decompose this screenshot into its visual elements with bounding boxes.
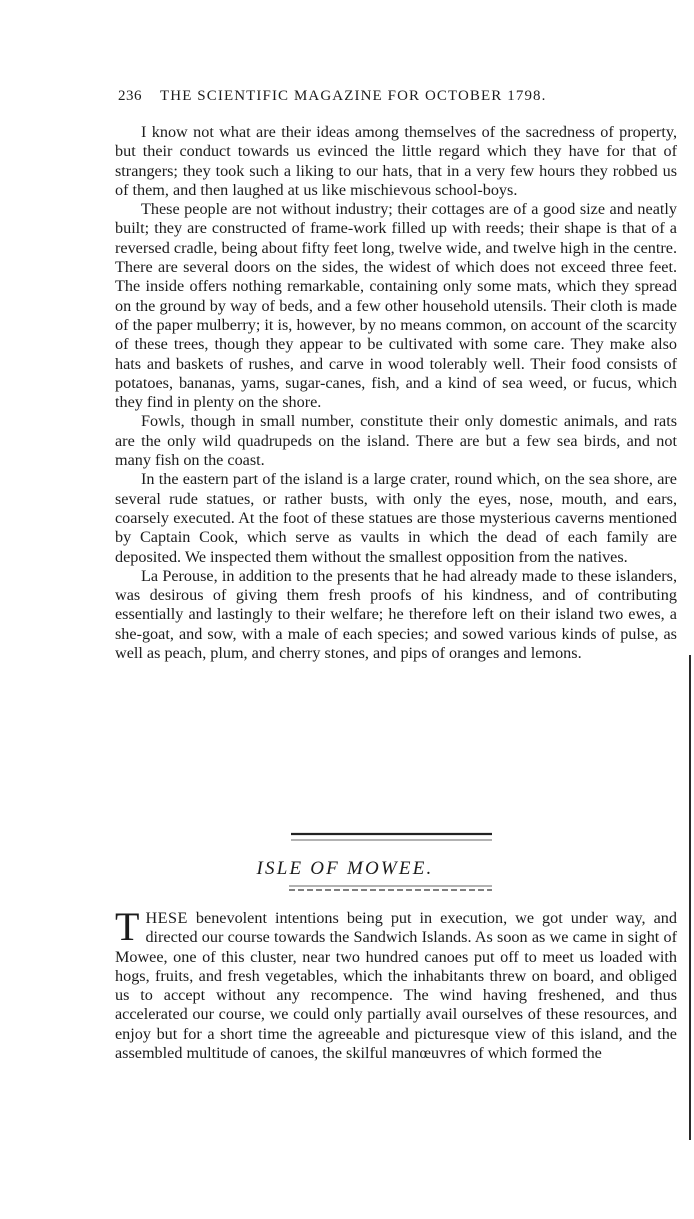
paragraph-animals: Fowls, though in small number, constitute their only domestic animals, and rats are the only wild quadrupeds on the island. There are but a few sea birds, and not many fish on the coast. — [115, 412, 677, 470]
paragraph-statues: In the eastern part of the island is a large crater, round which, on the sea shore, are several rude statues, or rather busts, with only the eyes, nose, mouth, and ears, coarsely executed. At the foot of these statues are those mysterious caverns mentioned by Captain Cook, which serve as vaults in which the dead of each family are deposited. We inspected them without the smallest opposition from the natives. — [115, 470, 677, 566]
page-number: 236 — [118, 88, 142, 104]
section-text: benevolent intentions being put in execution, we got under way, and directed our course towards the Sandwich Islands. As soon as we came in sight of Mowee, one of this cluster, near two hundred canoes put off to meet us loaded with hogs, fruits, and fresh vegetables, which the inhabitants threw on board, and obliged us to accept without any recompence. The wind having freshened, and thus accelerated our course, we could only partially avail ourselves of these resources, and enjoy but for a short time the agreeable and picturesque view of this island, and the assembled multitude of canoes, the skilful manœuvres of which formed the — [115, 909, 677, 1063]
section-paragraph — [115, 904, 677, 1063]
drop-cap: T — [115, 904, 140, 949]
paragraph-la-perouse: La Perouse, in addition to the presents that he had already made to these islanders, was desirous of giving them fresh proofs of his kindness, and of contributing essentially and lastingly to their welfare; he therefore left on their island two ewes, a she-goat, and sow, with a male of each species; and sowed various kinds of pulse, as well as peach, plum, and cherry stones, and pips of oranges and lemons. — [115, 566, 677, 663]
paragraph-cottages: These people are not without industry; their cottages are of a good size and neatly built; they are constructed of frame-work filled up with reeds; their shape is that of a reversed cradle, being about fifty feet long, twelve wide, and twelve high in the centre. There are several doors on the sides, the widest of which does not exceed three feet. The inside offers nothing remarkable, containing only some mats, which they spread on the ground by way of beds, and a few other household utensils. Their cloth is made of the paper mulberry; it is, however, by no means common, on account of the scarcity of these trees, though they appear to be cultivated with some care. They make also hats and baskets of rushes, and carve in wood tolerably well. Their food consists of potatoes, bananas, yams, sugar-canes, fish, and a kind of sea weed, or fucus, which they find in plenty on the shore. — [115, 200, 677, 412]
paragraph-property: I know not what are their ideas among themselves of the sacredness of property, but their conduct towards us evinced the little regard which they have for that of strangers; they took such a liking to our hats, that in a very few hours they robbed us of them, and then laughed at us like mischievous school-boys. — [115, 123, 677, 199]
section-body — [115, 904, 677, 1063]
section-title: ISLE OF MOWEE. — [256, 858, 434, 879]
first-word: HESE — [145, 909, 188, 927]
running-head-title: THE SCIENTIFIC MAGAZINE FOR OCTOBER 1798. — [160, 88, 547, 104]
gutter-line — [689, 655, 691, 1140]
